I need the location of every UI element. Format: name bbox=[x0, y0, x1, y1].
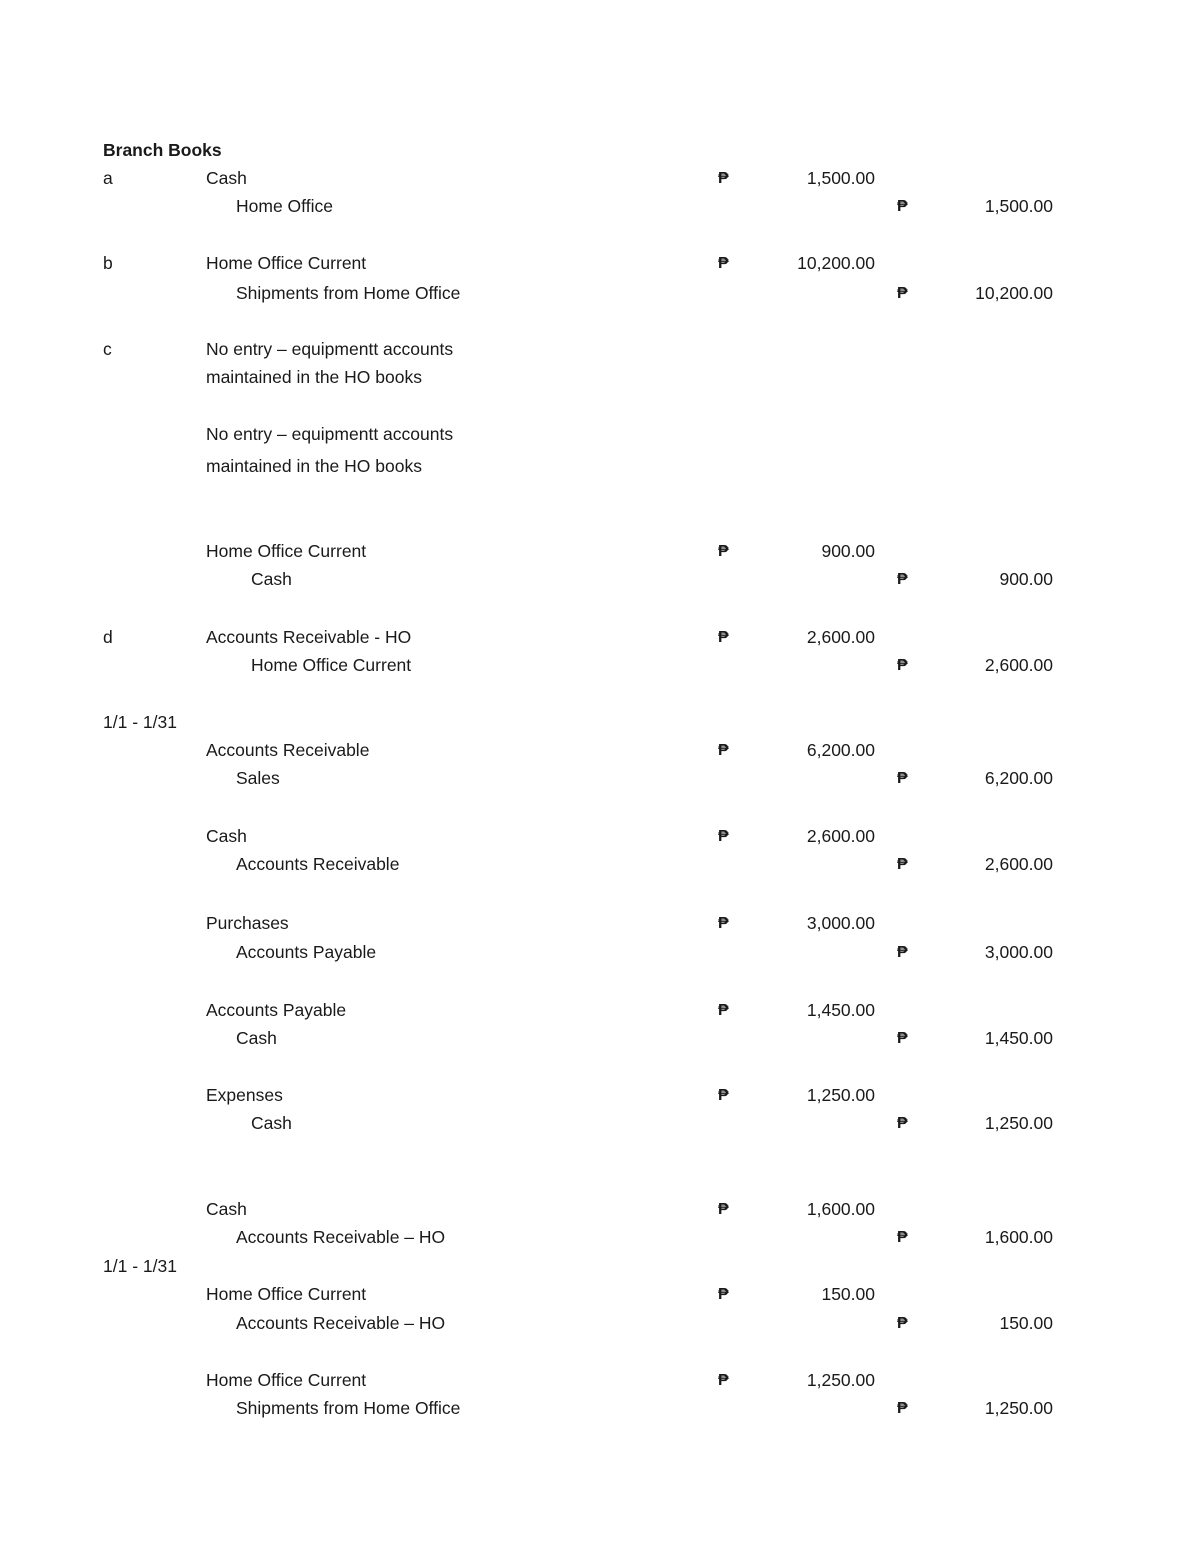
debit-account: Home Office Current bbox=[206, 253, 367, 273]
credit-amount: 900.00 bbox=[999, 569, 1053, 589]
credit-amount: 3,000.00 bbox=[984, 942, 1053, 962]
debit-amount: 2,600.00 bbox=[806, 627, 875, 647]
credit-amount: 1,250.00 bbox=[984, 1113, 1053, 1133]
label-b: b bbox=[103, 253, 113, 273]
peso-symbol: ₱ bbox=[718, 629, 729, 646]
credit-account: Home Office Current bbox=[251, 655, 412, 675]
peso-symbol: ₱ bbox=[897, 1030, 908, 1047]
debit-account: Purchases bbox=[206, 913, 289, 933]
page-title: Branch Books bbox=[103, 140, 222, 160]
credit-account: Shipments from Home Office bbox=[236, 283, 461, 303]
debit-amount: 2,600.00 bbox=[806, 826, 875, 846]
credit-amount: 10,200.00 bbox=[975, 283, 1053, 303]
period-label-2: 1/1 - 1/31 bbox=[103, 1256, 177, 1276]
debit-amount: 1,250.00 bbox=[806, 1370, 875, 1390]
credit-account: Shipments from Home Office bbox=[236, 1398, 461, 1418]
note-line: maintained in the HO books bbox=[206, 367, 422, 387]
credit-amount: 150.00 bbox=[999, 1313, 1053, 1333]
peso-symbol: ₱ bbox=[718, 255, 729, 272]
debit-account: Cash bbox=[206, 1199, 247, 1219]
peso-symbol: ₱ bbox=[718, 742, 729, 759]
debit-amount: 1,600.00 bbox=[806, 1199, 875, 1219]
credit-amount: 2,600.00 bbox=[984, 854, 1053, 874]
peso-symbol: ₱ bbox=[897, 1400, 908, 1417]
debit-amount: 900.00 bbox=[821, 541, 875, 561]
debit-account: Home Office Current bbox=[206, 1370, 367, 1390]
debit-amount: 1,250.00 bbox=[806, 1085, 875, 1105]
peso-symbol: ₱ bbox=[718, 1087, 729, 1104]
peso-symbol: ₱ bbox=[718, 543, 729, 560]
debit-account: Accounts Payable bbox=[206, 1000, 347, 1020]
peso-symbol: ₱ bbox=[897, 198, 908, 215]
label-c: c bbox=[103, 339, 112, 359]
peso-symbol: ₱ bbox=[718, 1286, 729, 1303]
debit-amount: 1,500.00 bbox=[806, 168, 875, 188]
credit-amount: 1,600.00 bbox=[984, 1227, 1053, 1247]
credit-amount: 1,450.00 bbox=[984, 1028, 1053, 1048]
credit-account: Accounts Payable bbox=[236, 942, 377, 962]
label-d: d bbox=[103, 627, 113, 647]
peso-symbol: ₱ bbox=[897, 1115, 908, 1132]
peso-symbol: ₱ bbox=[897, 1229, 908, 1246]
debit-account: Cash bbox=[206, 826, 247, 846]
note-line: No entry – equipmentt accounts bbox=[206, 424, 454, 444]
credit-account: Accounts Receivable – HO bbox=[236, 1313, 446, 1333]
credit-account: Accounts Receivable bbox=[236, 854, 400, 874]
credit-account: Sales bbox=[236, 768, 280, 788]
label-a: a bbox=[103, 168, 113, 188]
debit-account: Cash bbox=[206, 168, 247, 188]
note-line: maintained in the HO books bbox=[206, 456, 422, 476]
debit-amount: 1,450.00 bbox=[806, 1000, 875, 1020]
peso-symbol: ₱ bbox=[897, 285, 908, 302]
peso-symbol: ₱ bbox=[718, 1002, 729, 1019]
credit-account: Accounts Receivable – HO bbox=[236, 1227, 446, 1247]
peso-symbol: ₱ bbox=[718, 170, 729, 187]
peso-symbol: ₱ bbox=[718, 828, 729, 845]
note-line: No entry – equipmentt accounts bbox=[206, 339, 454, 359]
debit-account: Accounts Receivable bbox=[206, 740, 370, 760]
credit-amount: 2,600.00 bbox=[984, 655, 1053, 675]
peso-symbol: ₱ bbox=[897, 571, 908, 588]
credit-account: Cash bbox=[251, 569, 292, 589]
peso-symbol: ₱ bbox=[897, 944, 908, 961]
debit-account: Home Office Current bbox=[206, 541, 367, 561]
credit-amount: 1,500.00 bbox=[984, 196, 1053, 216]
credit-account: Cash bbox=[251, 1113, 292, 1133]
debit-amount: 6,200.00 bbox=[806, 740, 875, 760]
credit-amount: 6,200.00 bbox=[984, 768, 1053, 788]
credit-amount: 1,250.00 bbox=[984, 1398, 1053, 1418]
peso-symbol: ₱ bbox=[897, 657, 908, 674]
debit-amount: 150.00 bbox=[821, 1284, 875, 1304]
peso-symbol: ₱ bbox=[897, 1315, 908, 1332]
peso-symbol: ₱ bbox=[897, 770, 908, 787]
peso-symbol: ₱ bbox=[718, 915, 729, 932]
peso-symbol: ₱ bbox=[718, 1201, 729, 1218]
credit-account: Home Office bbox=[236, 196, 333, 216]
period-label-1: 1/1 - 1/31 bbox=[103, 712, 177, 732]
credit-account: Cash bbox=[236, 1028, 277, 1048]
debit-account: Accounts Receivable - HO bbox=[206, 627, 412, 647]
debit-account: Home Office Current bbox=[206, 1284, 367, 1304]
debit-amount: 3,000.00 bbox=[806, 913, 875, 933]
debit-account: Expenses bbox=[206, 1085, 283, 1105]
peso-symbol: ₱ bbox=[897, 856, 908, 873]
peso-symbol: ₱ bbox=[718, 1372, 729, 1389]
debit-amount: 10,200.00 bbox=[797, 253, 875, 273]
